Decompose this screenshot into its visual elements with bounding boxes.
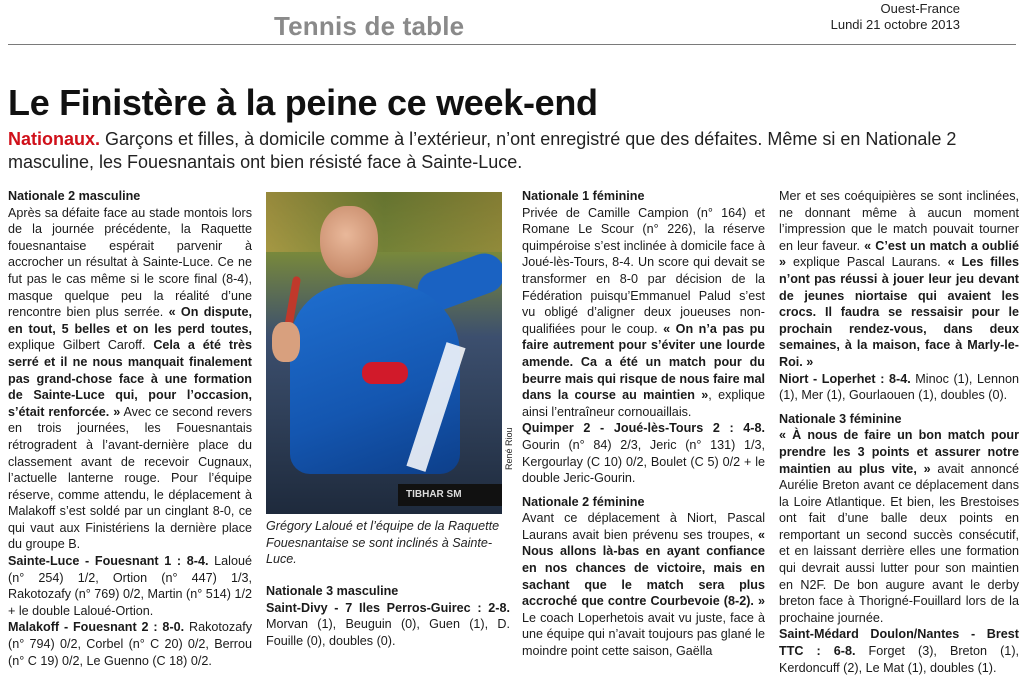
photo-player-head <box>320 206 378 278</box>
quote: « C’est un match a oublié » <box>779 238 1019 270</box>
result-detail: Gourin (n° 84) 2/3, Jeric (n° 131) 1/3, Kergourlay (C 10) 0/2, Boulet (C 5) 0/2 + le double Jeric-Gourin. <box>522 437 765 486</box>
newspaper-name: Ouest-France <box>880 1 960 16</box>
text: Privée de Camille Campion (n° 164) et Romane Le Scour (n° 226), la réserve quimpéroise s’est inclinée à domicile face à Joué-lès-Tours, 8-4. Un score qui devait se transformer en 8-0 par décision de la Fédération puisqu’Emmanuel Palud s’est vu obligé d’aligner deux joueuses non-qualifiées pour le coup. <box>522 205 765 336</box>
text: Après sa défaite face au stade montois lors de la journée précédente, la Raquette fouesnantaise espérait parvenir à accrocher un résultat à Sainte-Luce. Ce ne fut pas le cas même si le score final (8-4), masque quelque peu la réalité d’une rencontre bien plus serrée. <box>8 205 252 320</box>
result-detail: Minoc (1), Lennon (1), Mer (1), Gourlaouen (1), doubles (0). <box>779 371 1019 403</box>
spacer <box>522 487 765 494</box>
paragraph <box>779 427 1019 626</box>
section-rubric: Tennis de table <box>274 11 465 41</box>
article-column-1 <box>8 188 252 669</box>
text: Mer et ses coéquipières se sont inclinées, ne donnant même à aucun moment l’impression que le match pouvait tourner en leur faveur. <box>779 189 1019 253</box>
result-detail: Forget (3), Breton (1), Kerdoncuff (2), Le Mat (1), doubles (1). <box>779 644 1020 675</box>
deck-kicker: Nationaux. <box>8 129 101 149</box>
publication-date: Lundi 21 octobre 2013 <box>830 17 960 32</box>
masthead <box>831 1 960 33</box>
paragraph <box>522 205 765 421</box>
quote: « Les filles n’ont pas réussi à jouer leur jeu devant de jeunes niortaise qui avaient les crocs. Il faudra se ressaisir pour le prochain rendez-vous, dans deux semaines, à la maison, face à Marly-le-Roi. » <box>779 255 1019 369</box>
article-headline: Le Finistère à la peine ce week-end <box>8 82 598 123</box>
photo-caption: Grégory Laloué et l’équipe de la Raquette Fouesnantaise se sont inclinés à Sainte-Luce. <box>266 519 500 567</box>
section-heading: Nationale 3 masculine <box>266 584 399 598</box>
section-heading: Nationale 3 féminine <box>779 411 902 426</box>
text: explique Gilbert Caroff. <box>8 338 154 353</box>
result-line <box>779 626 1019 676</box>
article-column-4 <box>779 188 1019 676</box>
paragraph <box>8 205 252 553</box>
photo-shirt-badge <box>362 362 408 384</box>
article-photo <box>266 192 502 514</box>
page-header <box>8 0 1016 45</box>
text: Avec ce second revers en trois journées, les Fouesnantais rétrogradent à l’avant-dernière place du classement avant de recevoir Cugnaux, l’actuelle lanterne rouge. Pour l’équipe réserve, comme attendu, le déplacement à Malakoff s’est soldé par un cinglant 8-0, ce qui vaut aux Finistériens la dernière place du groupe B. <box>8 404 252 552</box>
section-heading: Nationale 2 masculine <box>8 189 141 203</box>
result-line <box>266 600 510 650</box>
result-score: Quimper 2 - Joué-lès-Tours 2 : 4-8. <box>522 421 765 436</box>
photo-sign: TIBHAR SM <box>398 484 502 506</box>
text: Avant ce déplacement à Niort, Pascal Laurans avait bien prévenu ses troupes, <box>522 511 765 542</box>
article-column-2 <box>266 583 510 649</box>
result-detail: Laloué (n° 254) 1/2, Ortion (n° 447) 1/3, Rakotozafy (n° 769) 0/2, Martin (n° 514) 1/2 + le double Laloué-Ortion. <box>8 554 252 618</box>
result-score: Niort - Loperhet : 8-4. <box>779 371 911 386</box>
result-score: Malakoff - Fouesnant 2 : 8-0. <box>8 620 185 635</box>
photo-hand <box>272 322 300 362</box>
quote: « On dispute, en tout, 5 belles et on les perd toutes, <box>8 305 252 336</box>
result-score: Sainte-Luce - Fouesnant 1 : 8-4. <box>8 554 209 569</box>
text: explique Pascal Laurans. <box>786 255 948 270</box>
result-line <box>8 553 252 619</box>
text: Le coach Loperhetois avait vu juste, face à une équipe qui n’avait toujours pas glané le moindre point cette saison, Gaëlla <box>522 610 765 659</box>
result-detail: Rakotozafy (n° 794) 0/2, Corbel (n° C 20) 0/2, Berrou (n° C 19) 0/2, Le Guenno (C 18) 0/2. <box>8 620 252 668</box>
paragraph <box>522 510 765 659</box>
result-line <box>8 619 252 669</box>
text: , explique ainsi l’entraîneur cornouaillais. <box>522 388 765 419</box>
spacer <box>779 404 1019 411</box>
article-column-3 <box>522 188 765 660</box>
paragraph <box>779 188 1019 371</box>
quote: Cela a été très serré et il ne nous manquait finalement pas grand-chose face à une formation de Sainte-Luce qui, pour l’occasion, s’était renforcée. » <box>8 338 252 419</box>
result-line <box>522 420 765 486</box>
result-line <box>779 371 1019 404</box>
photo-credit: René Riou <box>504 427 514 470</box>
photo-background <box>266 192 502 252</box>
quote: « Nous allons là-bas en ayant confiance en nos chances de victoire, mais en sachant que le match sera plus accroché que contre Courbevoie (8-2). » <box>522 527 765 609</box>
text: avait annoncé Aurélie Breton avant ce déplacement dans la Loire Atlantique. Et bien, les Brestoises ont fait d’une balle deux points en remportant un second succès consécutif, et en laissant derrière elles une formation qui devrait aussi lutter pour son maintien en N2F. De bon augure avant le derby breton face à Thorigné-Fouillard lors de la prochaine journée. <box>779 461 1019 625</box>
quote: « On n’a pas pu faire autrement pour s’éviter une lourde amende. Ca a été un match pour du beurre mais qui risque de nous faire mal dans la course au maintien » <box>522 321 765 403</box>
result-score: Saint-Divy - 7 Iles Perros-Guirec : 2-8. <box>266 600 510 615</box>
section-heading: Nationale 1 féminine <box>522 189 645 203</box>
deck-text: Garçons et filles, à domicile comme à l’extérieur, n’ont enregistré que des défaites. Même si en Nationale 2 masculine, les Fouesnantais ont bien résisté face à Sainte-Luce. <box>8 129 957 172</box>
result-score: Saint-Médard Doulon/Nantes - Brest TTC : 6-8. <box>779 627 1019 659</box>
quote: « À nous de faire un bon match pour prendre les 3 points et assurer notre maintien au plus vite, » <box>779 428 1019 476</box>
section-heading: Nationale 2 féminine <box>522 494 645 509</box>
result-detail: Morvan (1), Beuguin (0), Guen (1), D. Fouille (0), doubles (0). <box>266 617 510 648</box>
article-deck <box>8 128 1008 174</box>
